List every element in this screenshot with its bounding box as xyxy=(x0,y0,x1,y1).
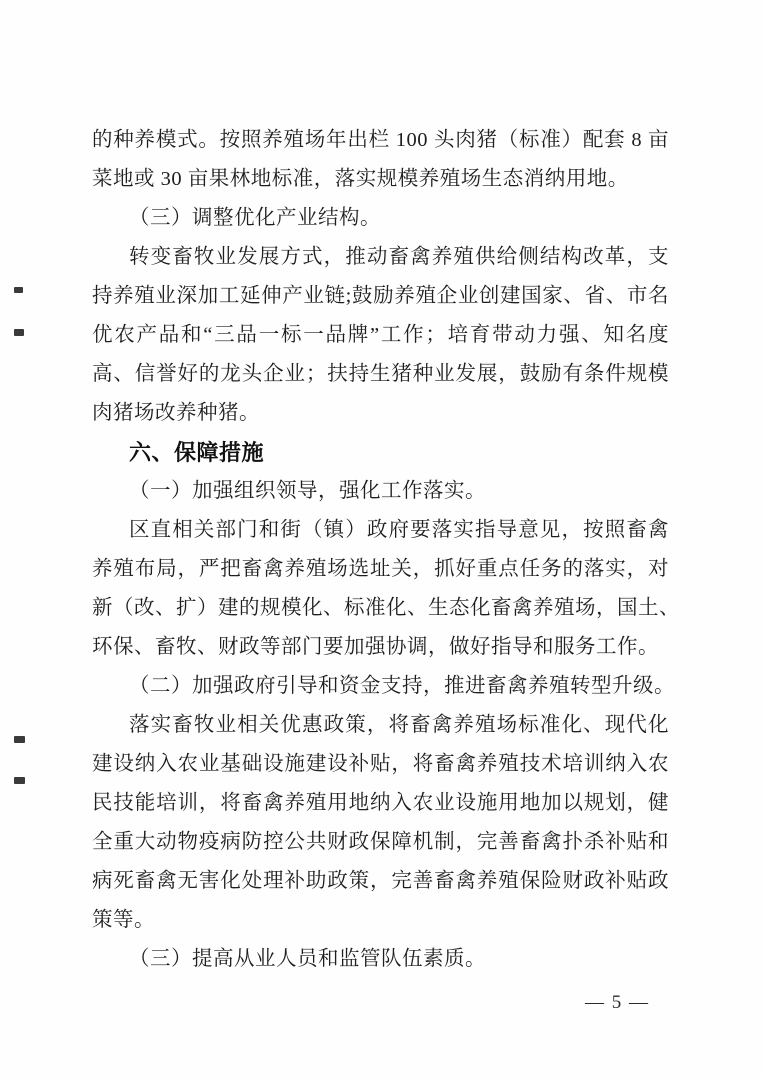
section-heading xyxy=(92,433,669,472)
paragraph xyxy=(92,706,669,940)
text-line: 菜地或 30 亩果林地标准，落实规模养殖场生态消纳用地。 xyxy=(92,168,629,190)
text-line: 肉猪场改养种猪。 xyxy=(92,402,260,424)
paragraph xyxy=(92,940,669,979)
text-line: 病死畜禽无害化处理补助政策，完善畜禽养殖保险财政补贴政 xyxy=(92,870,669,892)
text-line: 全重大动物疫病防控公共财政保障机制，完善畜禽扑杀补贴和 xyxy=(92,831,669,853)
page-number: — 5 — xyxy=(585,992,650,1013)
scan-mark xyxy=(14,329,24,336)
text-line: 建设纳入农业基础设施建设补贴，将畜禽养殖技术培训纳入农 xyxy=(92,753,669,775)
text-line: 的种养模式。按照养殖场年出栏 100 头肉猪（标准）配套 8 亩 xyxy=(92,129,669,151)
text-line: 优农产品和“三品一标一品牌”工作；培育带动力强、知名度 xyxy=(92,324,669,346)
text-line: （三）调整优化产业结构。 xyxy=(129,207,381,229)
text-line: 策等。 xyxy=(92,909,155,931)
text-line: （一）加强组织领导，强化工作落实。 xyxy=(129,480,486,502)
text-line: 高、信誉好的龙头企业；扶持生猪种业发展，鼓励有条件规模 xyxy=(92,363,669,385)
text-line: （二）加强政府引导和资金支持，推进畜禽养殖转型升级。 xyxy=(129,675,675,697)
text-line: 落实畜牧业相关优惠政策，将畜禽养殖场标准化、现代化 xyxy=(129,714,669,736)
text-block xyxy=(92,121,680,979)
paragraph xyxy=(92,121,669,199)
text-line: 区直相关部门和街（镇）政府要落实指导意见，按照畜禽 xyxy=(129,519,669,541)
paragraph xyxy=(92,472,669,511)
paragraph xyxy=(92,667,675,706)
scan-mark xyxy=(14,736,25,743)
text-line: 六、保障措施 xyxy=(129,440,265,465)
text-line: 环保、畜牧、财政等部门要加强协调，做好指导和服务工作。 xyxy=(92,636,659,658)
scan-mark xyxy=(14,777,25,784)
text-line: （三）提高从业人员和监管队伍素质。 xyxy=(129,948,486,970)
text-line: 持养殖业深加工延伸产业链;鼓励养殖企业创建国家、省、市名 xyxy=(92,285,669,307)
text-line: 民技能培训，将畜禽养殖用地纳入农业设施用地加以规划，健 xyxy=(92,792,669,814)
paragraph xyxy=(92,511,680,667)
text-line: 新（改、扩）建的规模化、标准化、生态化畜禽养殖场，国土、 xyxy=(92,597,680,619)
paragraph xyxy=(92,238,669,433)
scan-mark xyxy=(14,287,23,293)
text-line: 转变畜牧业发展方式，推动畜禽养殖供给侧结构改革，支 xyxy=(129,246,669,268)
paragraph xyxy=(92,199,669,238)
text-line: 养殖布局，严把畜禽养殖场选址关，抓好重点任务的落实，对 xyxy=(92,558,669,580)
